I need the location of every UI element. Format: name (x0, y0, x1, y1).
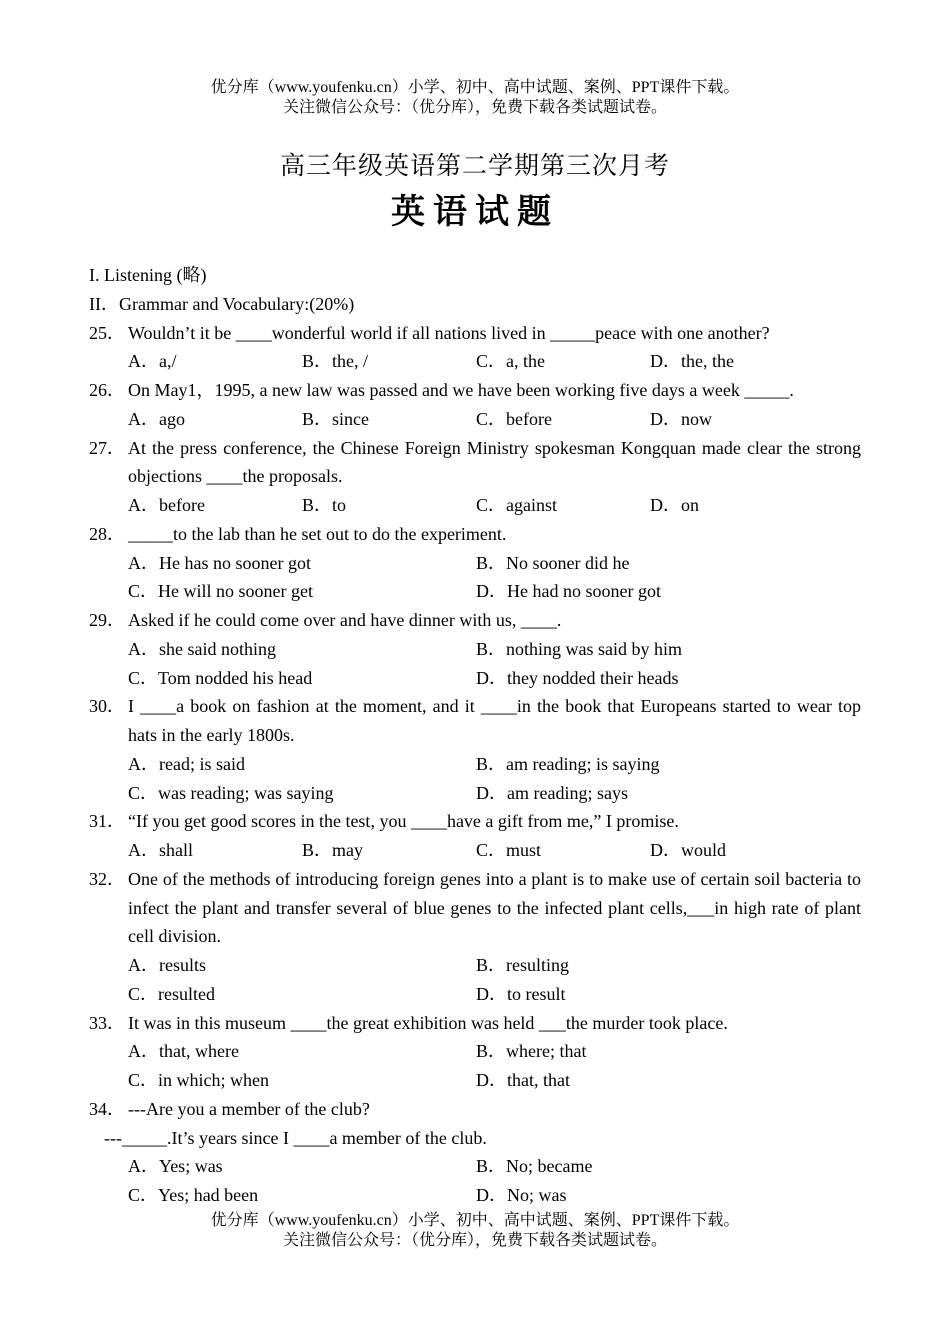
question-number: 30． (89, 696, 125, 717)
question-33 (89, 1009, 861, 1038)
option-b: B．nothing was said by him (476, 638, 682, 659)
question-29 (89, 606, 861, 635)
option-d: D．they nodded their heads (476, 667, 679, 688)
question-number: 26． (89, 380, 125, 400)
question-number: 33． (89, 1012, 125, 1033)
question-32 (89, 865, 861, 951)
option-d: D．on (650, 495, 699, 515)
exam-subtitle: 英语试题 (391, 194, 559, 231)
section-listening: I. Listening (略) (89, 265, 207, 285)
option-a: A．shall (128, 840, 193, 860)
option-b: B．No; became (476, 1156, 593, 1177)
question-number: 29． (89, 610, 125, 630)
footer-line-1: 优分库（www.youfenku.cn）小学、初中、高中试题、案例、PPT课件下载。 (210, 1212, 740, 1229)
options-29-cd (89, 664, 861, 693)
option-c: C．against (476, 495, 557, 515)
options-29-ab (89, 635, 861, 664)
option-c: C．Tom nodded his head (128, 667, 313, 688)
option-b: B．may (302, 840, 363, 860)
option-d: D．No; was (476, 1185, 567, 1205)
question-25 (89, 319, 861, 348)
option-d: D．now (650, 408, 712, 429)
option-d: D．He had no sooner got (476, 581, 661, 602)
options-28-ab (89, 549, 861, 578)
question-text: _____to the lab than he set out to do the experiment. (128, 523, 507, 544)
option-d: D．am reading; says (476, 782, 628, 803)
option-a: A．Yes; was (128, 1156, 223, 1177)
question-number: 32． (89, 868, 125, 889)
option-c: C．resulted (128, 983, 215, 1004)
question-text: At the press conference, the Chinese Foreign Ministry spokesman Kongquan made clear the strong objections ____the proposals. (128, 437, 861, 487)
question-34 (89, 1095, 861, 1124)
options-30-ab (89, 750, 861, 779)
question-30 (89, 692, 861, 750)
option-a: A．read; is said (128, 753, 245, 774)
question-text: One of the methods of introducing foreign genes into a plant is to make use of certain soil bacteria to infect the plant and transfer several of blue genes to the infected plant cells,___in high rate of plant cell division. (128, 868, 861, 947)
page-footer (0, 1211, 950, 1251)
options-28-cd (89, 577, 861, 606)
option-c: C．was reading; was saying (128, 782, 334, 803)
question-number: 25． (89, 322, 125, 343)
question-text: “If you get good scores in the test, you ____have a gift from me,” I promise. (128, 811, 679, 832)
options-26 (89, 405, 861, 434)
page-header (0, 78, 950, 118)
option-d: D．to result (476, 983, 566, 1004)
options-34-cd (89, 1181, 861, 1210)
header-line-1: 优分库（www.youfenku.cn）小学、初中、高中试题、案例、PPT课件下载。 (210, 79, 740, 96)
question-text: Wouldn’t it be ____wonderful world if all nations lived in _____peace with one another? (128, 322, 770, 343)
question-31 (89, 807, 861, 836)
option-a: A．a,/ (128, 351, 177, 372)
question-text: On May1，1995, a new law was passed and we have been working five days a week _____. (128, 380, 794, 400)
option-b: B．since (302, 408, 369, 429)
question-text: ---Are you a member of the club? (128, 1098, 370, 1119)
options-31 (89, 836, 861, 865)
question-27 (89, 434, 861, 492)
question-number: 27． (89, 437, 125, 458)
header-line-2: 关注微信公众号：（优分库），免费下载各类试题试卷。 (282, 99, 667, 116)
option-a: A．He has no sooner got (128, 552, 311, 573)
options-25 (89, 347, 861, 376)
question-number: 28． (89, 523, 125, 544)
option-a: A．ago (128, 408, 185, 429)
question-number: 34． (89, 1098, 125, 1119)
options-33-ab (89, 1037, 861, 1066)
options-33-cd (89, 1066, 861, 1095)
option-c: C．before (476, 408, 552, 429)
option-a: A．before (128, 495, 205, 515)
option-b: B．am reading; is saying (476, 753, 660, 774)
section-grammar: II．Grammar and Vocabulary:(20%) (89, 293, 355, 314)
option-c: C．He will no sooner get (128, 581, 313, 602)
options-27 (89, 491, 861, 520)
exam-title: 高三年级英语第二学期第三次月考 (279, 153, 670, 180)
option-a: A．results (128, 955, 206, 975)
option-c: C．Yes; had been (128, 1185, 259, 1205)
footer-line-2: 关注微信公众号：（优分库），免费下载各类试题试卷。 (282, 1232, 667, 1249)
option-b: B．the, / (302, 351, 368, 372)
option-a: A．she said nothing (128, 638, 276, 659)
option-c: C．must (476, 840, 542, 860)
option-b: B．No sooner did he (476, 552, 630, 573)
options-32-ab (89, 951, 861, 980)
option-b: B．where; that (476, 1041, 587, 1062)
option-b: B．to (302, 495, 347, 515)
question-text: I ____a book on fashion at the moment, and it ____in the book that Europeans started to wear top hats in the early 1800s. (128, 696, 861, 745)
options-34-ab (89, 1152, 861, 1181)
question-text: It was in this museum ____the great exhibition was held ___the murder took place. (128, 1012, 728, 1033)
question-number: 31． (89, 811, 125, 832)
option-b: B．resulting (476, 955, 569, 975)
option-d: D．that, that (476, 1070, 570, 1090)
option-c: C．in which; when (128, 1070, 269, 1090)
exam-content (89, 261, 861, 1210)
option-a: A．that, where (128, 1041, 239, 1062)
question-26 (89, 376, 861, 405)
option-c: C．a, the (476, 351, 545, 372)
question-text: Asked if he could come over and have dinner with us, ____. (128, 610, 562, 630)
options-32-cd (89, 980, 861, 1009)
option-d: D．the, the (650, 351, 734, 372)
options-30-cd (89, 779, 861, 808)
option-d: D．would (650, 840, 726, 860)
question-34-reply: ---_____.It’s years since I ____a member of the club. (104, 1127, 487, 1148)
question-28 (89, 520, 861, 549)
